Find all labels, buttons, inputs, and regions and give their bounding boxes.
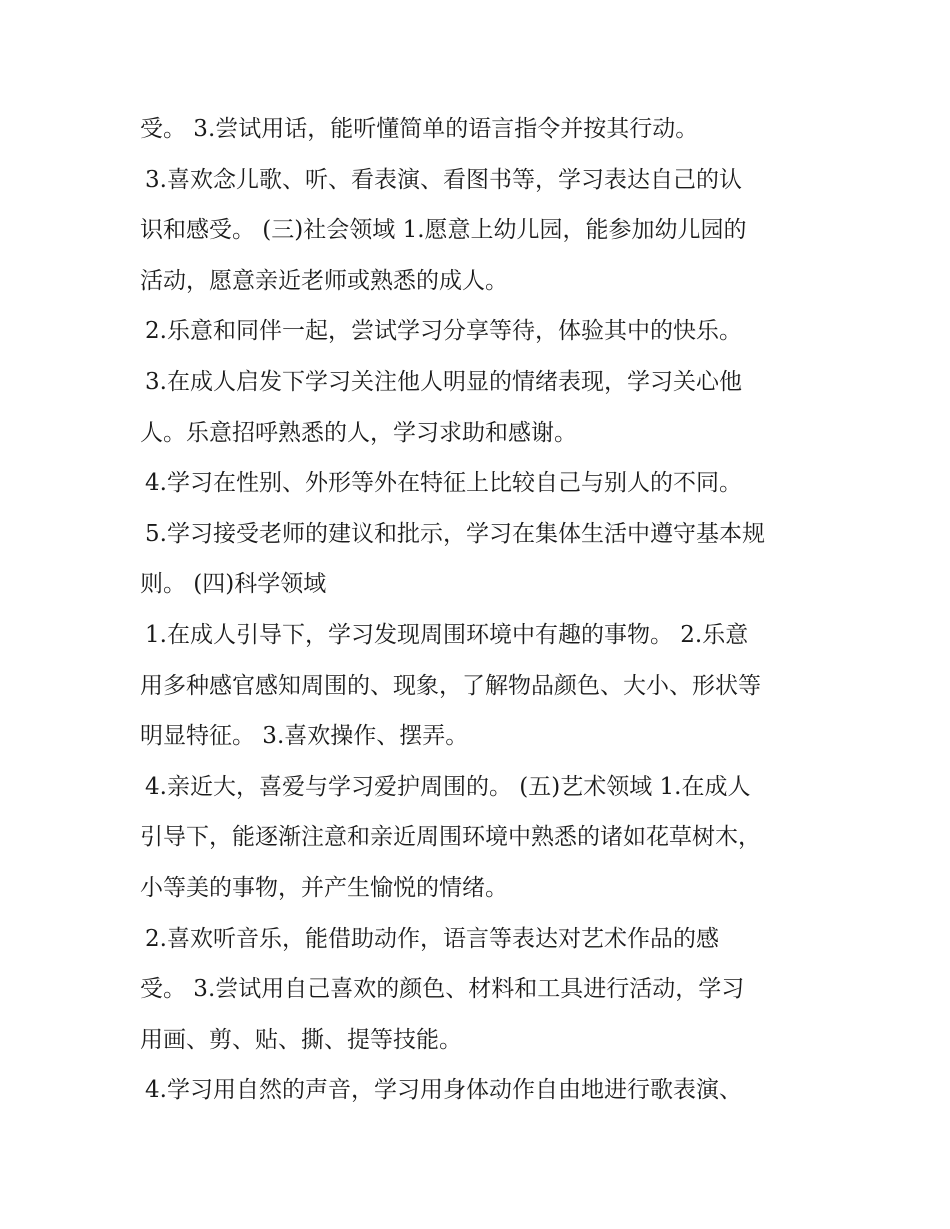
text-line-8: 4.学习在性别、外形等外在特征上比较自己与别人的不同。 [145, 470, 742, 497]
text-line-6: 3.在成人启发下学习关注他人明显的情绪表现，学习关心他 [145, 368, 742, 395]
text-line-9: 5.学习接受老师的建议和批示，学习在集体生活中遵守基本规 [145, 520, 765, 547]
body-text [140, 104, 820, 1116]
text-line-5: 2.乐意和同伴一起，尝试学习分享等待，体验其中的快乐。 [145, 318, 742, 345]
text-line-11: 1.在成人引导下，学习发现周围环境中有趣的事物。 2.乐意 [145, 621, 749, 648]
text-line-12: 用多种感官感知周围的、现象，了解物品颜色、大小、形状等 [140, 672, 761, 699]
text-line-15: 引导下，能逐渐注意和亲近周围环境中熟悉的诸如花草树木， [140, 824, 761, 851]
text-line-20: 4.学习用自然的声音，学习用身体动作自由地进行歌表演、 [145, 1077, 742, 1104]
text-line-17: 2.喜欢听音乐，能借助动作，语言等表达对艺术作品的感 [145, 925, 719, 952]
text-line-4: 活动，愿意亲近老师或熟悉的成人。 [140, 267, 508, 294]
text-line-18: 受。 3.尝试用自己喜欢的颜色、材料和工具进行活动，学习 [140, 976, 745, 1003]
text-line-1: 受。 3.尝试用话，能听懂简单的语言指令并按其行动。 [140, 116, 699, 142]
text-line-14: 4.亲近大，喜爱与学习爱护周围的。 (五)艺术领域 1.在成人 [145, 773, 751, 800]
text-line-3: 识和感受。 (三)社会领域 1.愿意上幼儿园，能参加幼儿园的 [140, 217, 747, 244]
text-line-2: 3.喜欢念儿歌、听、看表演、看图书等，学习表达自己的认 [145, 166, 742, 193]
text-line-19: 用画、剪、贴、撕、提等技能。 [140, 1026, 462, 1053]
text-line-13: 明显特征。 3.喜欢操作、摆弄。 [140, 723, 469, 750]
text-line-10: 则。 (四)科学领域 [140, 571, 327, 598]
text-line-16: 小等美的事物，并产生愉悦的情绪。 [140, 874, 508, 901]
text-line-7: 人。乐意招呼熟悉的人，学习求助和感谢。 [140, 419, 577, 446]
